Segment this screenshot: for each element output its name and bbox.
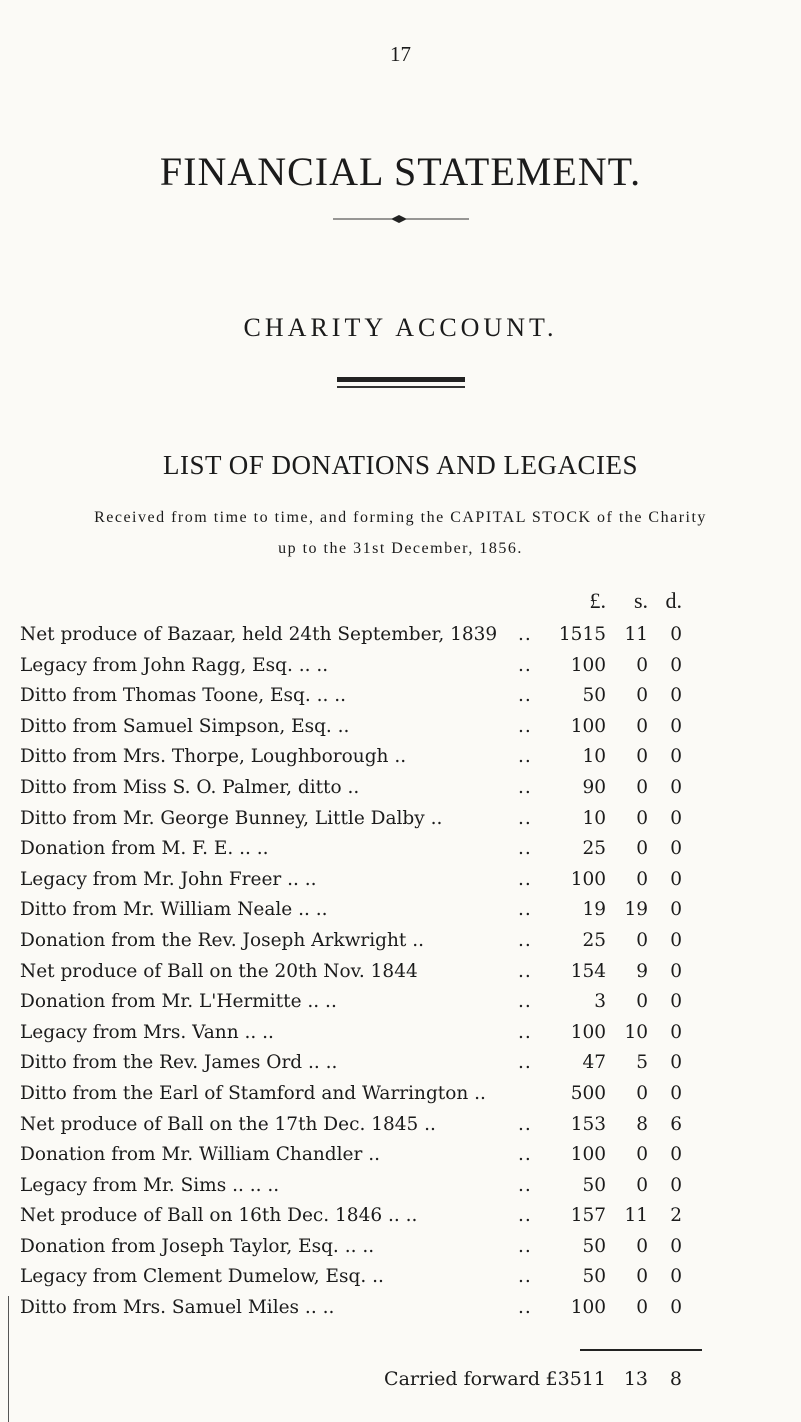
column-header-pounds: £.: [589, 588, 606, 613]
entry-shillings: 0: [636, 1297, 648, 1319]
entry-leader-dots: ..: [518, 1205, 532, 1227]
entry-pounds: 3: [594, 991, 606, 1013]
list-item: [0, 620, 801, 651]
entry-leader-dots: ..: [518, 1113, 532, 1135]
list-item: [0, 834, 801, 865]
entry-pence: 0: [670, 807, 682, 829]
entry-pence: 0: [670, 1297, 682, 1319]
list-item: [0, 1293, 801, 1324]
entry-description: Ditto from Miss S. O. Palmer, ditto ..: [20, 776, 360, 798]
entry-leader-dots: ..: [518, 960, 532, 982]
entry-description: Ditto from Mrs. Samuel Miles .. ..: [20, 1297, 335, 1319]
entry-leader-dots: ..: [518, 1021, 532, 1043]
entry-description: Ditto from Thomas Toone, Esq. .. ..: [20, 685, 347, 707]
list-item: [0, 1262, 801, 1293]
entry-pounds: 100: [570, 654, 606, 676]
entry-pence: 0: [670, 746, 682, 768]
entry-pence: 0: [670, 1052, 682, 1074]
entry-description: Ditto from Mr. William Neale .. ..: [20, 899, 328, 921]
entry-leader-dots: ..: [518, 838, 532, 860]
list-item: [0, 1201, 801, 1232]
double-rule-divider: [337, 377, 465, 388]
entry-shillings: 0: [636, 685, 648, 707]
entry-pence: 0: [670, 715, 682, 737]
entry-pounds: 47: [582, 1052, 606, 1074]
entry-description: Ditto from the Earl of Stamford and Warrington ..: [20, 1082, 486, 1104]
list-item: [0, 1079, 801, 1110]
entry-shillings: 8: [636, 1113, 648, 1135]
entry-pence: 0: [670, 929, 682, 951]
entry-pounds: 100: [570, 715, 606, 737]
entry-leader-dots: ..: [518, 1297, 532, 1319]
entry-description: Legacy from Mr. John Freer .. ..: [20, 868, 317, 890]
entry-shillings: 0: [636, 1174, 648, 1196]
entries-list: [0, 620, 801, 1324]
entry-pounds: 25: [582, 838, 606, 860]
entry-description: Ditto from Mrs. Thorpe, Loughborough ..: [20, 746, 407, 768]
entry-description: Donation from Mr. William Chandler ..: [20, 1144, 380, 1166]
entry-leader-dots: ..: [518, 1144, 532, 1166]
entry-pounds: 10: [582, 746, 606, 768]
entry-description: Legacy from Mrs. Vann .. ..: [20, 1021, 274, 1043]
entry-description: Donation from the Rev. Joseph Arkwright ..: [20, 929, 425, 951]
entry-leader-dots: ..: [518, 685, 532, 707]
entry-shillings: 11: [624, 624, 648, 645]
entry-leader-dots: ..: [518, 1235, 532, 1257]
entry-shillings: 0: [636, 654, 648, 676]
list-item: [0, 1110, 801, 1141]
entry-pence: 0: [670, 1235, 682, 1257]
list-item: [0, 987, 801, 1018]
entry-shillings: 0: [636, 838, 648, 860]
entry-shillings: 10: [624, 1021, 648, 1043]
entry-shillings: 11: [624, 1205, 648, 1227]
list-item: [0, 804, 801, 835]
sum-rule: [580, 1349, 702, 1351]
list-item: [0, 1140, 801, 1171]
total-label: Carried forward: [384, 1368, 540, 1390]
entry-pounds: 1515: [558, 624, 606, 645]
list-description-line-2: up to the 31st December, 1856.: [278, 540, 523, 557]
list-item: [0, 773, 801, 804]
entry-description: Legacy from John Ragg, Esq. .. ..: [20, 654, 329, 676]
entry-pence: 0: [670, 1144, 682, 1166]
entry-pence: 0: [670, 899, 682, 921]
entry-pence: 0: [670, 1082, 682, 1104]
entry-shillings: 0: [636, 1082, 648, 1104]
entry-description: Net produce of Bazaar, held 24th September, 1839: [20, 624, 498, 645]
entry-leader-dots: ..: [518, 715, 532, 737]
entry-shillings: 0: [636, 746, 648, 768]
entry-pounds: 153: [570, 1113, 606, 1135]
entry-description: Ditto from Samuel Simpson, Esq. ..: [20, 715, 350, 737]
entry-leader-dots: ..: [518, 868, 532, 890]
total-shillings: 13: [623, 1368, 648, 1390]
entry-pounds: 100: [570, 868, 606, 890]
entry-leader-dots: ..: [518, 654, 532, 676]
entry-pence: 0: [670, 1266, 682, 1288]
entry-pence: 6: [670, 1113, 682, 1135]
entry-leader-dots: ..: [518, 1266, 532, 1288]
entry-shillings: 0: [636, 868, 648, 890]
entry-leader-dots: ..: [518, 624, 532, 645]
list-item: [0, 742, 801, 773]
list-item: [0, 651, 801, 682]
list-item: [0, 712, 801, 743]
entry-description: Ditto from the Rev. James Ord .. ..: [20, 1052, 338, 1074]
entry-shillings: 0: [636, 807, 648, 829]
section-subtitle: CHARITY ACCOUNT.: [243, 313, 558, 342]
entry-pounds: 25: [582, 929, 606, 951]
column-header-pence: d.: [665, 588, 682, 613]
list-item: [0, 926, 801, 957]
list-item: [0, 1048, 801, 1079]
entry-pounds: 50: [582, 685, 606, 707]
entry-pounds: 100: [570, 1297, 606, 1319]
entry-pence: 0: [670, 960, 682, 982]
entry-pence: 0: [670, 654, 682, 676]
entry-shillings: 0: [636, 929, 648, 951]
entry-shillings: 0: [636, 776, 648, 798]
entry-pence: 0: [670, 624, 682, 645]
entry-leader-dots: ..: [518, 776, 532, 798]
entry-description: Legacy from Clement Dumelow, Esq. ..: [20, 1266, 384, 1288]
ornament-divider: [333, 214, 469, 224]
entry-pounds: 10: [582, 807, 606, 829]
entry-leader-dots: ..: [518, 1052, 532, 1074]
entry-pounds: 90: [582, 776, 606, 798]
entry-pence: 0: [670, 1021, 682, 1043]
page-number: 17: [390, 42, 411, 66]
entry-pounds: 50: [582, 1174, 606, 1196]
list-item: [0, 1232, 801, 1263]
list-item: [0, 1171, 801, 1202]
entry-pence: 0: [670, 776, 682, 798]
entry-shillings: 19: [624, 899, 648, 921]
entry-shillings: 0: [636, 1144, 648, 1166]
entry-description: Net produce of Ball on the 17th Dec. 1845 ..: [20, 1113, 436, 1135]
total-pounds: £3511: [545, 1368, 606, 1390]
entry-pence: 0: [670, 868, 682, 890]
page-edge-line: [8, 1296, 9, 1422]
entry-description: Legacy from Mr. Sims .. .. ..: [20, 1174, 280, 1196]
column-header-shillings: s.: [633, 588, 648, 613]
entry-leader-dots: ..: [518, 929, 532, 951]
entry-pounds: 19: [582, 899, 606, 921]
entry-description: Donation from M. F. E. .. ..: [20, 838, 269, 860]
entry-pounds: 50: [582, 1266, 606, 1288]
entry-pounds: 50: [582, 1235, 606, 1257]
list-item: [0, 681, 801, 712]
entry-shillings: 0: [636, 1266, 648, 1288]
list-item: [0, 895, 801, 926]
list-heading: LIST OF DONATIONS AND LEGACIES: [162, 450, 638, 480]
entry-pence: 0: [670, 685, 682, 707]
entry-pounds: 500: [570, 1082, 606, 1104]
entry-leader-dots: ..: [518, 1174, 532, 1196]
entry-pounds: 157: [570, 1205, 606, 1227]
entry-shillings: 5: [636, 1052, 648, 1074]
entry-leader-dots: ..: [518, 807, 532, 829]
entry-description: Donation from Mr. L'Hermitte .. ..: [20, 991, 337, 1013]
list-description-line-1: Received from time to time, and forming the CAPITAL STOCK of the Charity: [94, 509, 707, 526]
entry-leader-dots: ..: [518, 899, 532, 921]
entry-description: Donation from Joseph Taylor, Esq. .. ..: [20, 1235, 375, 1257]
entry-pounds: 100: [570, 1021, 606, 1043]
entry-shillings: 0: [636, 991, 648, 1013]
entry-pounds: 100: [570, 1144, 606, 1166]
total-pence: 8: [669, 1368, 682, 1390]
entry-pence: 0: [670, 991, 682, 1013]
entry-pence: 2: [670, 1205, 682, 1227]
page-title: FINANCIAL STATEMENT.: [159, 149, 642, 194]
list-item: [0, 1018, 801, 1049]
entry-description: Net produce of Ball on the 20th Nov. 1844: [20, 960, 418, 982]
entry-description: Ditto from Mr. George Bunney, Little Dalby ..: [20, 807, 443, 829]
entry-description: Net produce of Ball on 16th Dec. 1846 .. ..: [20, 1205, 418, 1227]
entry-leader-dots: ..: [518, 991, 532, 1013]
entry-pounds: 154: [570, 960, 606, 982]
total-row: [0, 1362, 801, 1396]
entry-leader-dots: ..: [518, 746, 532, 768]
entry-pence: 0: [670, 1174, 682, 1196]
list-item: [0, 865, 801, 896]
entry-shillings: 0: [636, 1235, 648, 1257]
entry-shillings: 9: [636, 960, 648, 982]
entry-pence: 0: [670, 838, 682, 860]
list-item: [0, 957, 801, 988]
entry-shillings: 0: [636, 715, 648, 737]
